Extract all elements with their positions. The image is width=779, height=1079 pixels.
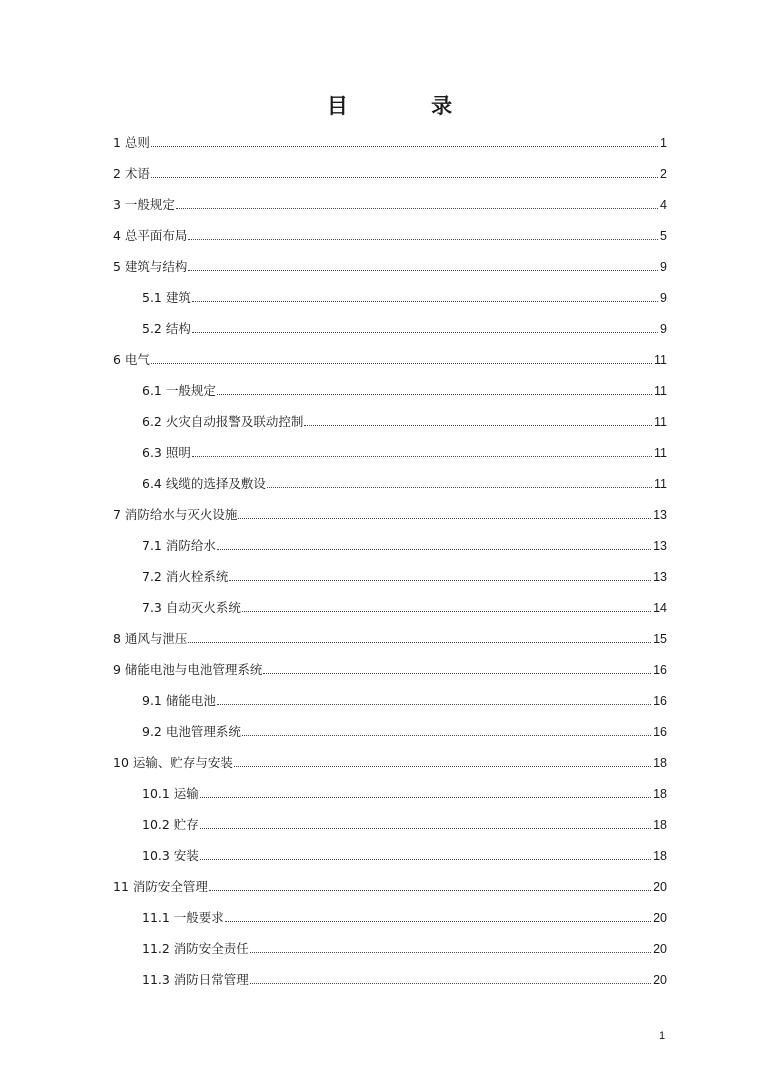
toc-entry[interactable] <box>113 131 667 151</box>
toc-entry-page: 20 <box>653 880 667 894</box>
toc-entry[interactable] <box>142 782 667 802</box>
toc-entry-label: 10 运输、贮存与安装 <box>113 755 233 770</box>
toc-entry-page: 16 <box>653 663 667 677</box>
toc-entry-page: 14 <box>653 601 667 615</box>
toc-entry-page: 13 <box>653 508 667 522</box>
toc-entry[interactable] <box>113 348 667 368</box>
toc-entry-page: 2 <box>660 167 667 181</box>
toc-entry[interactable] <box>142 689 667 709</box>
toc-entry-page: 16 <box>653 694 667 708</box>
toc-leader-dots <box>151 176 658 178</box>
toc-entry-label: 6.4 线缆的选择及敷设 <box>142 476 266 491</box>
toc-leader-dots <box>263 672 651 674</box>
toc-entry-page: 11 <box>654 477 667 491</box>
toc-entry-label: 9.1 储能电池 <box>142 693 216 708</box>
toc-leader-dots <box>209 889 651 891</box>
toc-entry-label: 6.2 火灾自动报警及联动控制 <box>142 414 304 429</box>
toc-leader-dots <box>192 455 652 457</box>
toc-entry[interactable] <box>113 193 667 213</box>
toc-leader-dots <box>242 734 651 736</box>
toc-leader-dots <box>188 269 658 271</box>
toc-entry[interactable] <box>142 565 667 585</box>
toc-title: 目 录 <box>326 94 491 118</box>
toc-entry[interactable] <box>142 317 667 337</box>
toc-entry-label: 7.3 自动灭火系统 <box>142 600 241 615</box>
toc-entry-page: 20 <box>653 942 667 956</box>
toc-entry[interactable] <box>142 379 667 399</box>
toc-entry-page: 5 <box>660 229 667 243</box>
toc-leader-dots <box>250 951 651 953</box>
toc-entry[interactable] <box>113 875 667 895</box>
toc-leader-dots <box>151 145 658 147</box>
toc-leader-dots <box>238 517 651 519</box>
toc-entry-label: 11.3 消防日常管理 <box>142 972 249 987</box>
toc-leader-dots <box>304 424 652 426</box>
toc-entry-label: 9.2 电池管理系统 <box>142 724 241 739</box>
toc-entry[interactable] <box>142 906 667 926</box>
toc-entry-label: 7.2 消火栓系统 <box>142 569 229 584</box>
toc-entry-label: 3 一般规定 <box>113 197 175 212</box>
toc-entry[interactable] <box>113 162 667 182</box>
toc-leader-dots <box>151 362 652 364</box>
toc-entry-label: 6 电气 <box>113 352 150 367</box>
toc-entry[interactable] <box>113 224 667 244</box>
toc-entry-label: 10.3 安装 <box>142 848 199 863</box>
toc-entry-page: 18 <box>653 849 667 863</box>
toc-leader-dots <box>229 579 651 581</box>
toc-leader-dots <box>234 765 651 767</box>
toc-entry-label: 6.3 照明 <box>142 445 191 460</box>
toc-entry-page: 11 <box>654 446 667 460</box>
toc-entry-label: 8 通风与泄压 <box>113 631 188 646</box>
toc-entry-page: 11 <box>654 384 667 398</box>
toc-entry[interactable] <box>142 441 667 461</box>
toc-entry-page: 18 <box>653 787 667 801</box>
toc-entry-label: 4 总平面布局 <box>113 228 188 243</box>
toc-entry-page: 9 <box>660 322 667 336</box>
toc-entry[interactable] <box>113 503 667 523</box>
toc-entry-page: 16 <box>653 725 667 739</box>
toc-entry[interactable] <box>142 596 667 616</box>
toc-entry[interactable] <box>142 472 667 492</box>
toc-entry-label: 5.1 建筑 <box>142 290 191 305</box>
toc-entry-page: 1 <box>660 136 667 150</box>
toc-leader-dots <box>200 858 651 860</box>
toc-entry[interactable] <box>142 813 667 833</box>
toc-entry-page: 20 <box>653 973 667 987</box>
toc-leader-dots <box>225 920 651 922</box>
toc-entry-page: 18 <box>653 818 667 832</box>
toc-leader-dots <box>200 796 651 798</box>
toc-leader-dots <box>188 238 658 240</box>
toc-leader-dots <box>217 548 651 550</box>
toc-entry-page: 9 <box>660 260 667 274</box>
toc-entry[interactable] <box>142 937 667 957</box>
toc-entry[interactable] <box>142 968 667 988</box>
toc-leader-dots <box>267 486 652 488</box>
toc-entry-page: 11 <box>654 353 667 367</box>
toc-leader-dots <box>242 610 651 612</box>
toc-entry[interactable] <box>113 627 667 647</box>
toc-leader-dots <box>217 393 652 395</box>
toc-entry-page: 11 <box>654 415 667 429</box>
toc-entry-page: 9 <box>660 291 667 305</box>
toc-entry[interactable] <box>113 658 667 678</box>
toc-leader-dots <box>200 827 651 829</box>
toc-leader-dots <box>176 207 658 209</box>
toc-entry-page: 15 <box>653 632 667 646</box>
toc-entry[interactable] <box>142 286 667 306</box>
toc-entry[interactable] <box>142 534 667 554</box>
toc-entry-label: 2 术语 <box>113 166 150 181</box>
toc-entry-label: 5.2 结构 <box>142 321 191 336</box>
toc-leader-dots <box>217 703 651 705</box>
toc-entry[interactable] <box>113 751 667 771</box>
toc-entry-label: 7.1 消防给水 <box>142 538 216 553</box>
toc-entry[interactable] <box>142 844 667 864</box>
toc-entry-label: 11.2 消防安全责任 <box>142 941 249 956</box>
toc-entry-label: 6.1 一般规定 <box>142 383 216 398</box>
toc-entry-page: 13 <box>653 570 667 584</box>
toc-entry-page: 4 <box>660 198 667 212</box>
toc-entry-label: 9 储能电池与电池管理系统 <box>113 662 263 677</box>
toc-entry-label: 11 消防安全管理 <box>113 879 208 894</box>
toc-entry-label: 10.2 贮存 <box>142 817 199 832</box>
toc-entry-page: 13 <box>653 539 667 553</box>
toc-entry-label: 5 建筑与结构 <box>113 259 188 274</box>
toc-entry[interactable] <box>142 720 667 740</box>
toc-entry-label: 11.1 一般要求 <box>142 910 224 925</box>
toc-leader-dots <box>250 982 651 984</box>
toc-entry-page: 18 <box>653 756 667 770</box>
toc-entry-label: 10.1 运输 <box>142 786 199 801</box>
toc-leader-dots <box>192 300 658 302</box>
toc-entry[interactable] <box>113 255 667 275</box>
toc-entry-page: 20 <box>653 911 667 925</box>
toc-entry-label: 1 总则 <box>113 135 150 150</box>
toc-entry-label: 7 消防给水与灭火设施 <box>113 507 238 522</box>
toc-leader-dots <box>192 331 658 333</box>
toc-entry[interactable] <box>142 410 667 430</box>
toc-leader-dots <box>188 641 651 643</box>
page-number: 1 <box>659 1030 666 1042</box>
